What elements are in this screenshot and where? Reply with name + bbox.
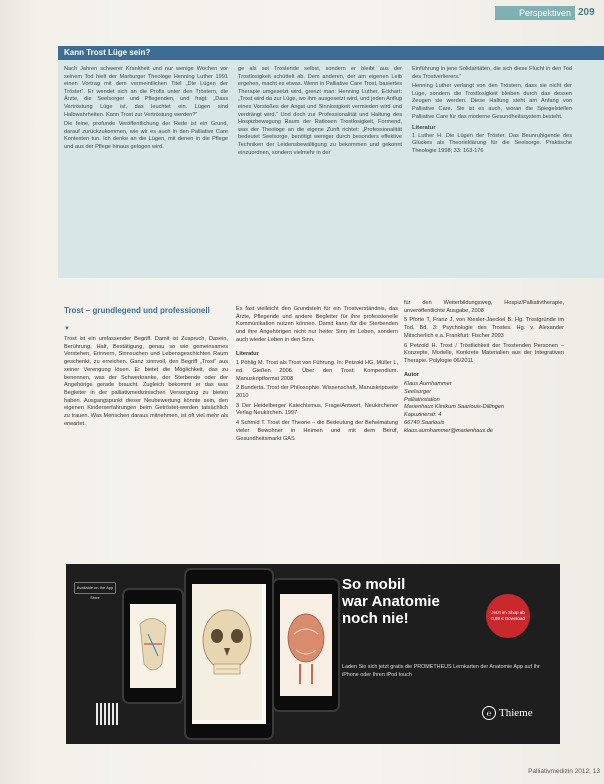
ad-description: Laden Sie sich jetzt gratis die PROMETHEUS Lernkarten der Anatomie App auf Ihr iPhone oder Ihren iPod touch [342, 664, 540, 678]
bone-illustration [130, 604, 176, 688]
box-col3-paragraph-1: Einführung in jene Solidaritäten, die sich diese Flucht in den Tod des Trostverlierers.“ [412, 66, 572, 80]
phone-left [122, 588, 184, 704]
article-column-1 [64, 336, 228, 546]
box-title: Kann Trost Lüge sein? [58, 46, 604, 60]
reference-item: 6 Petzold H. Trost / Tröstlichkeit der Trostenden Personen – Konzepte, Modelle, Konkrete Materialien aus der Integrativen Therapie. Polylogie 06/2011 [404, 342, 564, 364]
box-col2-paragraph-1: ge als sei Trostende selbst, sondern er bleibt aus der Trostlosigkeit schüttelt ab. Dem anderen, der am eigenen Leib ergehen, macht es etwas. Wenn in Palliative Care Trost, basiertes Therapie umgesetzt wird, grenzt man: Henning Luther, Eckhart: „Trost wird da zur Lüge, wo ihm ausgesetzt wird, und jeden Anflug eines Vorstoßes der Angst und Sinnlosigkeit vermieden wird und verdrängt wird.“ Und doch zur Professionalität und Haltung des Hospizbewegung Raum der Ratlosen Trostlosigkeit, Formend, was der Theologe an die eigene Zunft richtet: „Professionalität bedeutet Seelsorge, benötigt weniger durch besonders effektive Techniken der Leidensbewältigung zu bekommen und gekonnt einzuordnen, sondern vielmehr in der [238, 66, 402, 156]
reference-item: 1 Pöhlig M. Trost als Trost von Führung. In: Petzold HG, Müller L, ed. Gießen 2006. Über den Trost: Kompendium. Manuskriptformat 2008 [236, 360, 398, 382]
box-literature-heading: Literatur [412, 125, 436, 132]
box-column-2 [238, 66, 402, 274]
author-role: Seelsorger [404, 389, 432, 396]
reference-item: 2 Bunderta. Trost der Philosophie. Wissenschaft, Manuskriptseite 2010 [236, 385, 398, 400]
section-title: Trost – grundlegend und professionell [64, 306, 210, 315]
reference-item: 3 Der Heidelberger Katechismus, Frage/Antwort, Neukirchener Verlag Neukirchen. 1997 [236, 402, 398, 417]
arrow-down-icon: ▼ [64, 326, 70, 332]
article-column-3 [404, 300, 564, 550]
reference-item: 5 Pforte T, Franz J, von Kiesler-Jaeckel B. Hg. Trostgründe im Tod. Bd. 3: Psychologie des Trostes. Hg. v. Alexander Mitscherlich e.a. Frankfurt: Fischer 2003 [404, 317, 564, 339]
author-heading: Autor [404, 371, 419, 378]
phone-screen-right [280, 594, 332, 696]
advertisement[interactable] [66, 564, 560, 744]
price-badge: Jetzt im Shop ab 0,89 € Download [486, 594, 530, 638]
reference-list-continued [404, 300, 564, 366]
author-institution: Marienhaus Klinikum Saarlouis-Dillingen [404, 404, 505, 411]
ad-headline-line-3: noch nie! [342, 610, 409, 627]
author-city: 66740 Saarlouis [404, 419, 445, 426]
box-col1-paragraph-2: Die feine, profunde Veröffentlichung der Rede ist ein Grund, darauf zurückzukommen, wie wir es auch in den Palliative Care Kontexten tun. Ich denke an die Lügen, mit denen in die Pflege und aus der Pflege hinaus gelogen wird. [64, 121, 228, 150]
journal-footer: Palliativmedizin 2012; 13 [528, 768, 600, 775]
skull-illustration [192, 584, 262, 720]
ad-headline-line-2: war Anatomie [342, 593, 440, 610]
app-store-badge[interactable]: Available on the App Store [74, 582, 116, 594]
reference-item: für den Weiterbildungsweg, Hospiz/Palliativtherapie, unveröffentlichte Ausgabe, 2008 [404, 300, 564, 314]
phone-screen-center [192, 584, 266, 724]
references-heading: Literatur [236, 350, 259, 357]
author-street: Kapuzinerstr. 4 [404, 412, 442, 419]
author-department: Palliativstation [404, 396, 440, 403]
section-label: Perspektiven [495, 6, 575, 20]
article-column-2 [236, 306, 398, 546]
page-number: 209 [578, 7, 595, 18]
box-literature-entry: 1 Luther H. Die Lügen der Tröster. Das Beunruhigende des Glückes als Theorieklärung für die Seelsorge. Praktische Theologie 1998; 33: 163-176 [412, 132, 572, 154]
article-paragraph-2: Es fast vielleicht den Grundstein für ein Trostverständnis, das Ärzte, Pflegende und andere Begleiter für ihre professionelle Kommunikation nutzen können. Damit kann für die Sterbenden und ihre Angehörigen nicht nur heiter Sinn im Leben, sondern auch wieder Leben in den Sinn. [236, 306, 398, 343]
author-email[interactable]: klaus.aurnhammer@marienhaus.de [404, 427, 494, 434]
thieme-logo-mark-icon: ℮ [482, 706, 496, 720]
thieme-logo-text: Thieme [499, 707, 533, 719]
reference-list [236, 360, 398, 443]
sidebar-box [58, 46, 604, 278]
qr-code-icon[interactable] [96, 703, 118, 725]
box-col3-paragraph-2: Henning Luther verlangt von den Tröstern, dass sie nicht der Lüge, sondern die Trostlosigkeit bleiben durch das dessen Zeugen sie werden. Diese Haltung steht am Anfang von Palliative Care. Sie ist es auch, woran die Spiegelstellen Palliative Care für das moderne Gesundheitssystem besteht. [412, 83, 572, 120]
phone-center [184, 568, 274, 740]
phone-screen-left [130, 604, 176, 688]
author-name: Klaus Aurnhammer [404, 381, 452, 388]
ad-headline [342, 576, 492, 627]
ad-headline-line-1: So mobil [342, 576, 406, 593]
head-muscle-illustration [280, 594, 332, 696]
phone-right [272, 578, 340, 712]
box-col1-paragraph-1: Nach Jahren schwerer Krankheit und nur wenige Wochen vor seinem Tod hielt der Marburger Theologe Henning Luther 1991 einen Vortrag mit dem vermeintlichen Titel „Die Lügen der Tröster“. Er wendet sich an die Profis unter den Tröstern, die Ärzte, die Seelsorger und Pflegenden, und fragt: „Dass Vertröstung Lüge ist, das leuchtet ein. Lügen sind Halbwahrheiten. Kann Trost zur Vertröstung werden?“ [64, 66, 228, 118]
thieme-logo [482, 706, 533, 720]
box-column-3 [412, 66, 572, 274]
article-paragraph: Trost ist ein umfassender Begriff. Damit ist Zuspruch, Dasein, Berührung, Halt, Bestätigung, genau so wie gemeinsames Verstehen, Erinnern, Sinnsuchen und Lebensgeschichten Raum geschenkt, zu erreichen. Ganz sinnvoll, den Begriff „Trost“ aus seiner Verengung lösen. Er bietet die Möglichkeit, das zu benennen, was der Schwerkranke, der Sterbende oder der Angehörige gerade braucht. Zugleich bekommt er das was Begleiter in der palliativmedizinischen Versorgung zu bieten haben. Ausgangspunkt dieser Neubewertung könnte sein, den eigenen Kinderserfahrungen beim Getröstet-werden tatsächlich zu trauen. Was Menschen daraus mitnehmen, ist oft viel mehr als erwartet. [64, 336, 228, 427]
box-column-1 [64, 66, 228, 274]
reference-item: 4 Schmid T. Trost der Theorie – die Bedeutung der Beheimatung vieler Bewohner in Heimen und mit dem Beruf, Gesundheitsmarkt GAS [236, 420, 398, 442]
